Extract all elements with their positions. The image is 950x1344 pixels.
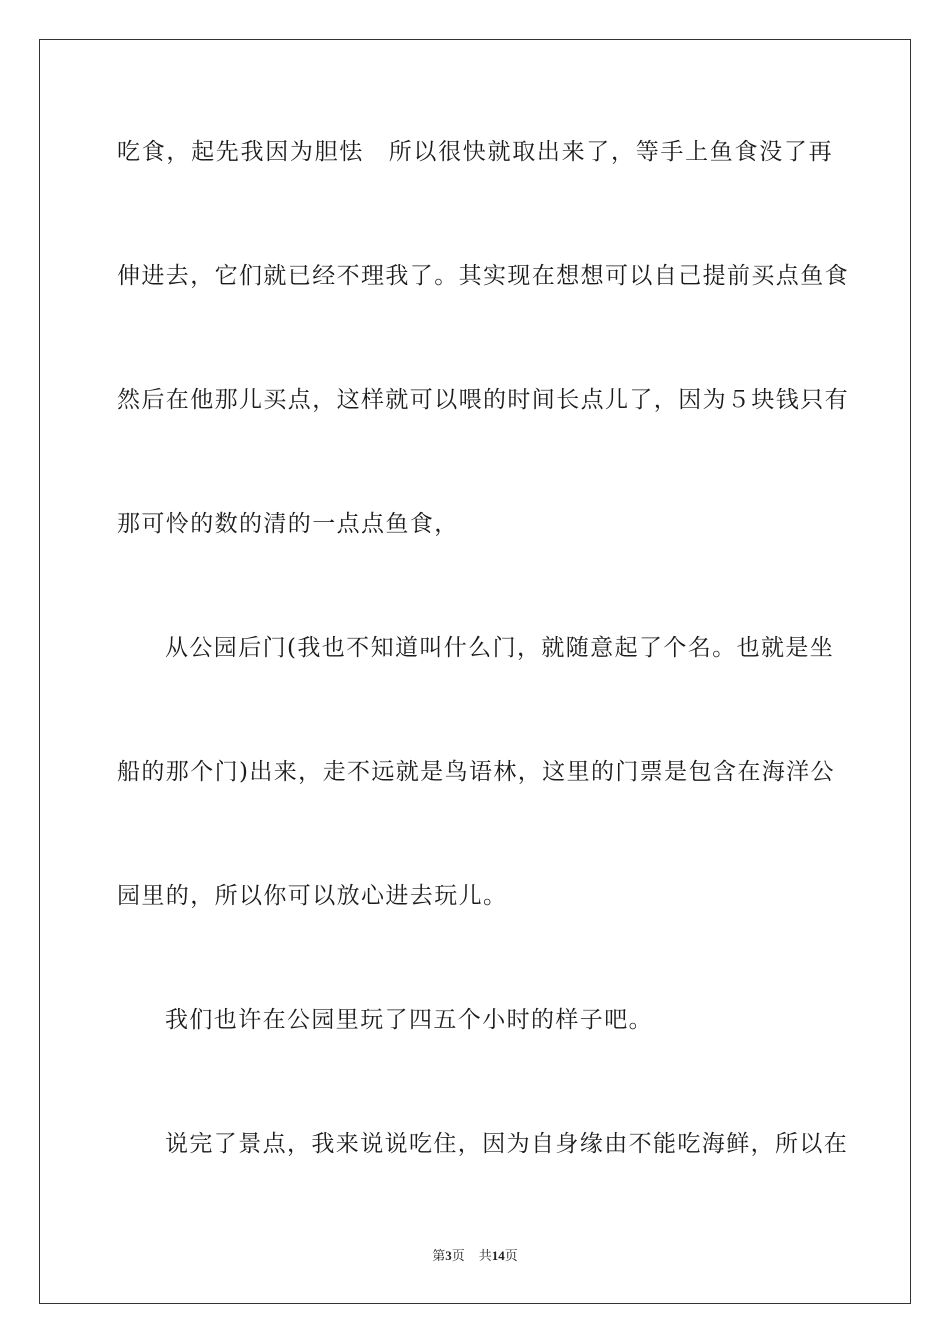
- page-suffix: 页: [451, 1248, 465, 1263]
- page-prefix: 第: [432, 1248, 446, 1263]
- body-line-6: 船的那个门)出来，走不远就是鸟语林，这里的门票是包含在海洋公: [117, 759, 835, 785]
- total-suffix: 页: [504, 1248, 518, 1263]
- body-line-3: 然后在他那儿买点，这样就可以喂的时间长点儿了，因为５块钱只有: [117, 387, 849, 413]
- page-border: [39, 39, 911, 1304]
- body-line-9: 说完了景点，我来说说吃住，因为自身缘由不能吃海鲜，所以在: [165, 1131, 849, 1157]
- total-prefix: 共: [478, 1248, 492, 1263]
- body-line-4: 那可怜的数的清的一点点鱼食，: [117, 511, 459, 537]
- body-line-2: 伸进去，它们就已经不理我了。其实现在想想可以自己提前买点鱼食: [117, 263, 849, 289]
- body-line-7: 园里的，所以你可以放心进去玩儿。: [117, 883, 508, 909]
- page-footer: [0, 1247, 950, 1265]
- total-pages: 14: [491, 1248, 505, 1263]
- page-number: 3: [445, 1248, 452, 1263]
- body-line-1: 吃食，起先我因为胆怯 所以很快就取出来了，等手上鱼食没了再: [117, 139, 833, 165]
- body-line-5: 从公园后门(我也不知道叫什么门，就随意起了个名。也就是坐: [165, 635, 835, 661]
- body-line-8: 我们也许在公园里玩了四五个小时的样子吧。: [165, 1007, 653, 1033]
